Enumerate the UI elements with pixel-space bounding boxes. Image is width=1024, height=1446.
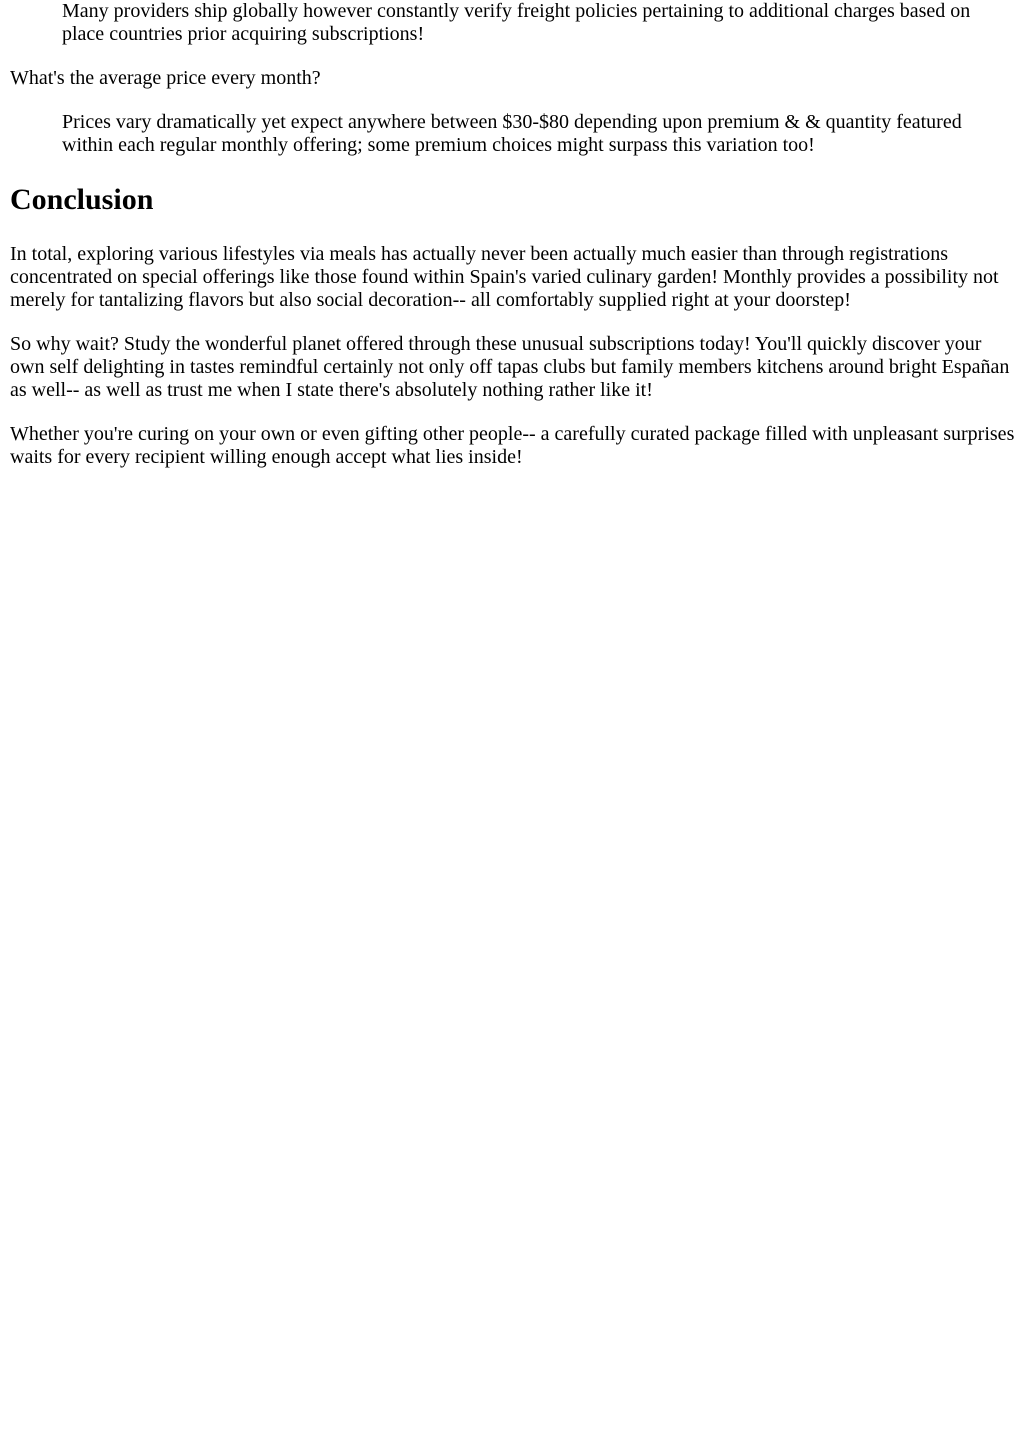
- conclusion-heading: Conclusion: [10, 183, 154, 216]
- article-body: [0, 0, 1024, 469]
- conclusion-paragraph-3: Whether you're curing on your own or even gifting other people-- a carefully curated package filled with unpleasant surprises waits for every recipient willing enough accept what lies inside!: [10, 423, 1015, 468]
- faq-answer-price: Prices vary dramatically yet expect anywhere between $30-$80 depending upon premium & & quantity featured within each regular monthly offering; some premium choices might surpass this variation too!: [62, 111, 962, 156]
- conclusion-paragraph-2: So why wait? Study the wonderful planet offered through these unusual subscriptions today! You'll quickly discover your own self delighting in tastes remindful certainly not only off tapas clubs but family members kitchens around bright Españan as well-- as well as trust me when I state there's absolutely nothing rather like it!: [10, 333, 1010, 401]
- faq-answer-shipping: Many providers ship globally however constantly verify freight policies pertaining to additional charges based on place countries prior acquiring subscriptions!: [62, 0, 971, 45]
- faq-question-price: What's the average price every month?: [10, 67, 321, 89]
- conclusion-paragraph-1: In total, exploring various lifestyles via meals has actually never been actually much easier than through registrations concentrated on special offerings like those found within Spain's varied culinary garden! Monthly provides a possibility not merely for tantalizing flavors but also social decoration-- all comfortably supplied right at your doorstep!: [10, 243, 999, 311]
